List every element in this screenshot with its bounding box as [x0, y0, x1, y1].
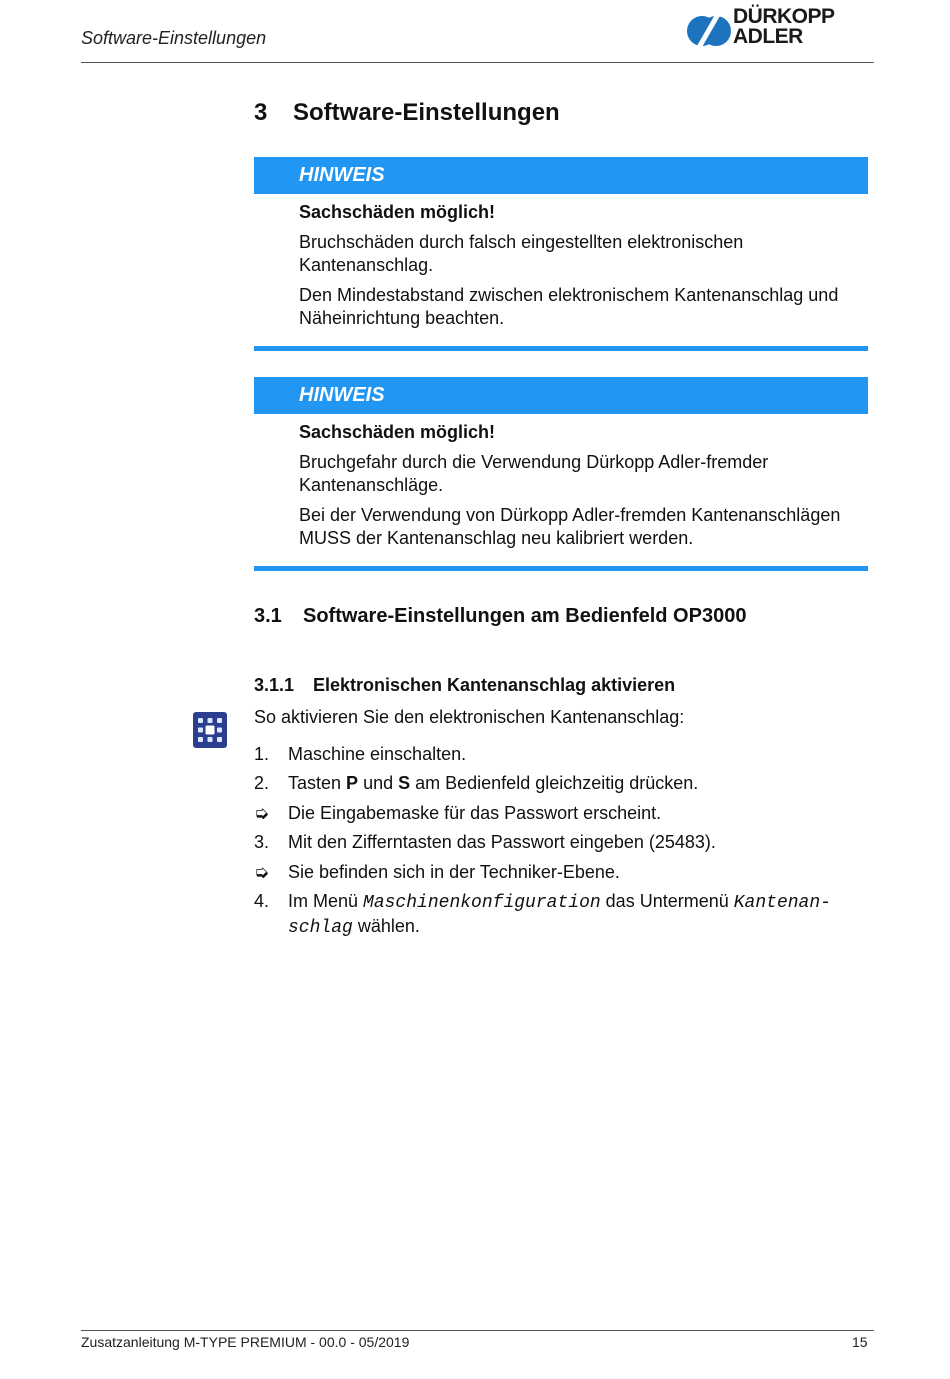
notice-paragraph: Bei der Verwendung von Dürkopp Adler-fremden Kantenanschlägen MUSS der Kantenanschlag neu kalibriert werden.	[299, 505, 841, 548]
keypad-icon	[193, 712, 227, 748]
notice-label: HINWEIS	[299, 384, 385, 406]
result-arrow-icon: ➭	[254, 803, 270, 823]
brand-logo-icon	[686, 8, 732, 54]
section-title-text: Software-Einstellungen am Bedienfeld OP3000	[303, 605, 747, 627]
subsection-number: 3.1.1	[254, 675, 295, 695]
menu-name: Maschinenkonfiguration	[363, 893, 601, 913]
subsection-title	[254, 675, 675, 696]
brand-name-line1: DÜRKOPP	[733, 5, 835, 28]
notice-paragraph: Bruchschäden durch falsch eingestellten elektronischen Kantenanschlag.	[299, 232, 744, 275]
result-text: Die Eingabemaske für das Passwort erscheint.	[288, 803, 662, 823]
step-number: 4.	[254, 891, 270, 911]
brand-logo	[686, 5, 870, 54]
step-text: Maschine einschalten.	[288, 744, 467, 764]
step-number: 2.	[254, 773, 270, 793]
notice-heading: Sachschäden möglich!	[299, 202, 496, 222]
notice-bottom-rule	[254, 346, 868, 351]
brand-name-line2: ADLER	[733, 25, 803, 48]
notice-heading: Sachschäden möglich!	[299, 422, 496, 442]
key-p: P	[346, 773, 359, 793]
step-number: 1.	[254, 744, 270, 764]
header-divider	[81, 62, 874, 63]
step-text-part: Tasten	[288, 773, 347, 793]
footer-divider	[81, 1330, 874, 1331]
step-text-part: wählen.	[352, 916, 420, 936]
notice-bottom-rule	[254, 566, 868, 571]
step-text-part: das Untermenü	[600, 891, 734, 911]
notice-box-1	[254, 157, 868, 351]
step-text-part: und	[358, 773, 399, 793]
step-text	[288, 890, 868, 940]
chapter-title-text: Software-Einstellungen	[293, 99, 560, 126]
instruction-intro: So aktivieren Sie den elektronischen Kantenanschlag:	[254, 707, 685, 727]
result-text: Sie befinden sich in der Techniker-Ebene.	[288, 862, 620, 882]
control-panel-icon	[193, 712, 227, 748]
step-text	[288, 772, 868, 795]
notice-header	[254, 377, 868, 414]
footer-document-info: Zusatzanleitung M-TYPE PREMIUM - 00.0 - 05/2019	[81, 1334, 410, 1350]
key-s: S	[398, 773, 411, 793]
step-text-part: Im Menü	[288, 891, 364, 911]
step-text: Mit den Zifferntasten das Passwort eingeben (25483).	[288, 832, 716, 852]
result-arrow-icon: ➭	[254, 862, 270, 882]
chapter-title	[254, 99, 560, 127]
step-number: 3.	[254, 832, 270, 852]
chapter-number: 3	[254, 99, 268, 126]
notice-label: HINWEIS	[299, 164, 385, 186]
page-number: 15	[852, 1334, 868, 1350]
step-text-part: am Bedienfeld gleichzeitig drücken.	[410, 773, 699, 793]
submenu-name: Kantenan-schlag	[288, 893, 831, 938]
section-number: 3.1	[254, 605, 282, 627]
subsection-title-text: Elektronischen Kantenanschlag aktivieren	[313, 675, 676, 695]
notice-paragraph: Den Mindestabstand zwischen elektronischem Kantenanschlag und Näheinrichtung beachten.	[299, 285, 839, 328]
notice-box-2	[254, 377, 868, 571]
notice-header	[254, 157, 868, 194]
section-title	[254, 605, 746, 628]
notice-paragraph: Bruchgefahr durch die Verwendung Dürkopp Adler-fremder Kantenanschläge.	[299, 452, 769, 495]
running-header: Software-Einstellungen	[81, 28, 267, 48]
